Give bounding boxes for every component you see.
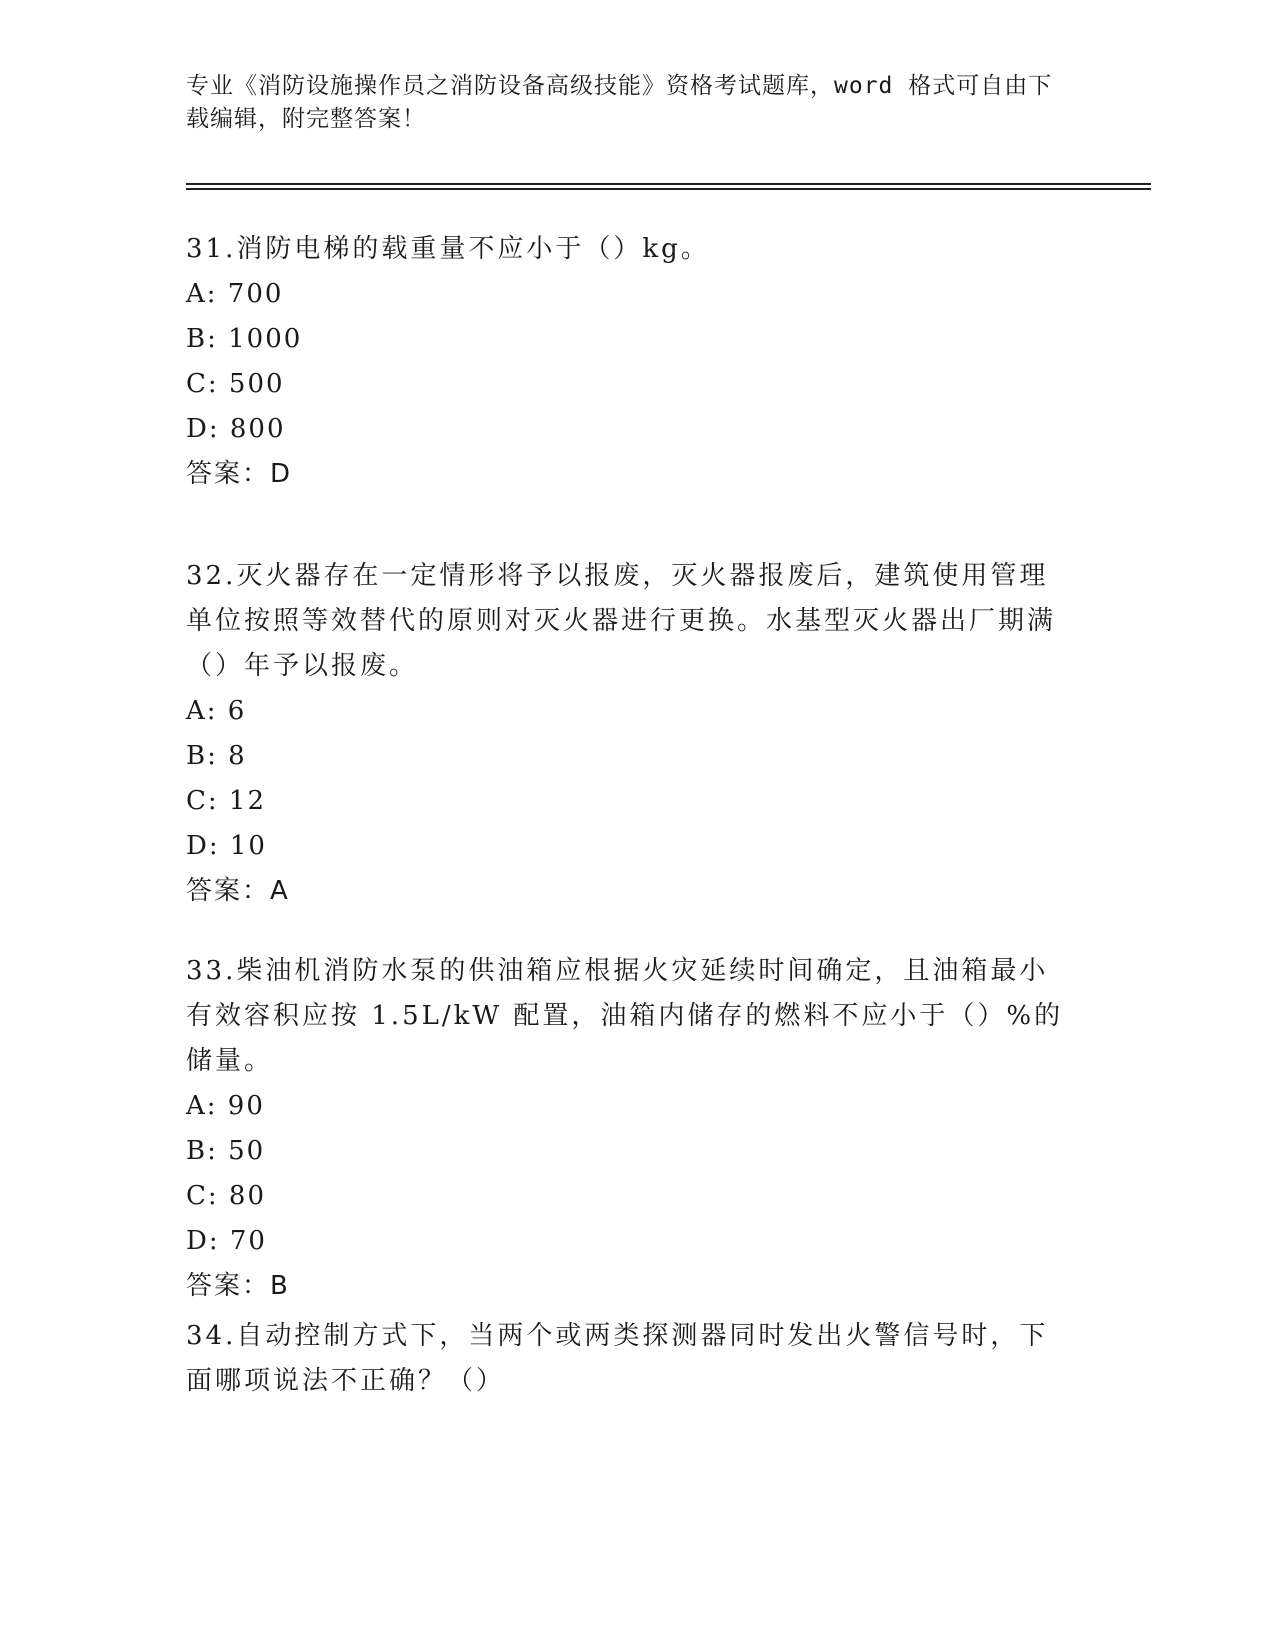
question-34	[186, 1314, 1066, 1404]
answer-line: 答案：A	[186, 876, 290, 906]
divider-line-top	[186, 183, 1151, 185]
question-text: 32.灭火器存在一定情形将予以报废，灭火器报废后，建筑使用管理单位按照等效替代的原则对灭火器进行更换。水基型灭火器出厂期满（）年予以报废。	[186, 561, 1057, 681]
option-d: D: 10	[186, 831, 267, 861]
option-b: B: 1000	[186, 324, 303, 354]
document-header: 专业《消防设施操作员之消防设备高级技能》资格考试题库，word 格式可自由下载编辑，附完整答案！	[186, 73, 1053, 132]
question-text: 34.自动控制方式下，当两个或两类探测器同时发出火警信号时，下面哪项说法不正确？（）	[186, 1321, 1049, 1396]
question-text: 31.消防电梯的载重量不应小于（）kg。	[186, 234, 710, 264]
question-31	[186, 227, 1066, 497]
header-divider	[186, 183, 1151, 190]
option-d: D: 70	[186, 1226, 267, 1256]
option-a: A: 6	[186, 696, 247, 726]
option-c: C: 12	[186, 786, 267, 816]
question-33	[186, 949, 1066, 1309]
option-c: C: 80	[186, 1181, 267, 1211]
option-a: A: 90	[186, 1091, 265, 1121]
option-b: B: 50	[186, 1136, 266, 1166]
answer-line: 答案：B	[186, 1271, 290, 1301]
document-page	[186, 70, 1151, 1396]
divider-line-bottom	[186, 188, 1151, 190]
option-a: A: 700	[186, 279, 284, 309]
option-b: B: 8	[186, 741, 247, 771]
question-text: 33.柴油机消防水泵的供油箱应根据火灾延续时间确定，且油箱最小有效容积应按 1.5L/kW 配置，油箱内储存的燃料不应小于（）%的储量。	[186, 956, 1064, 1076]
option-c: C: 500	[186, 369, 285, 399]
option-d: D: 800	[186, 414, 286, 444]
answer-line: 答案：D	[186, 459, 293, 489]
question-32	[186, 554, 1066, 914]
